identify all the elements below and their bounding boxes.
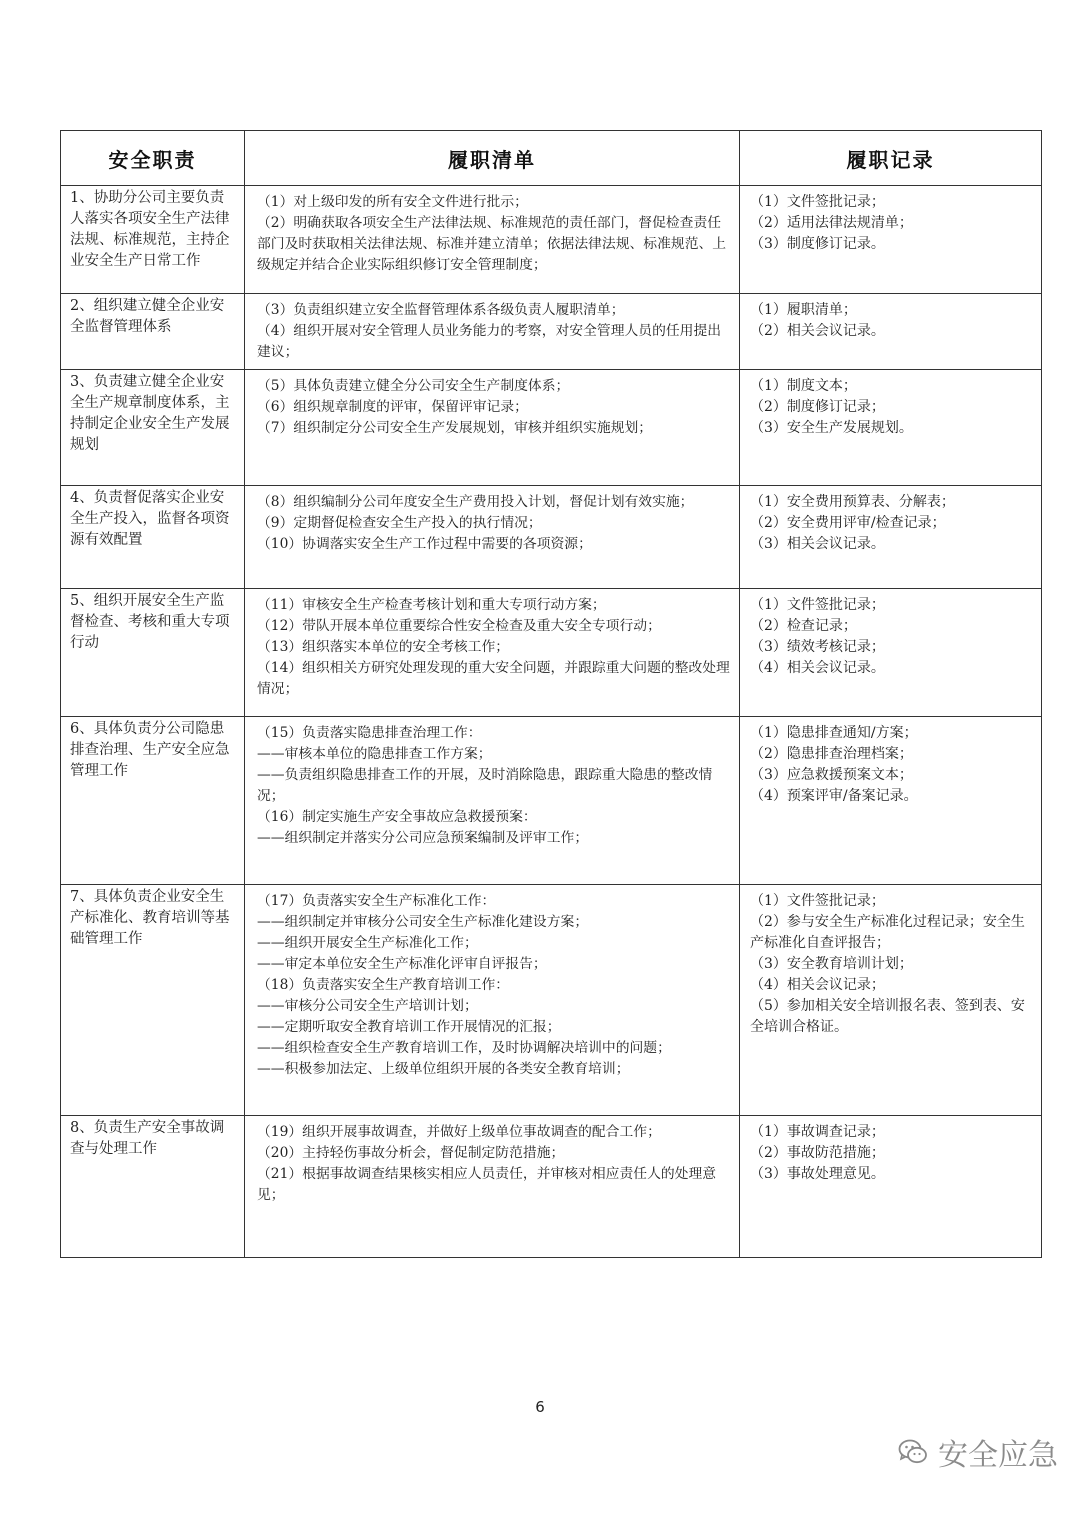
duty-text: 5、组织开展安全生产监督检查、考核和重大专项行动 [70,593,230,651]
record-item: （4）预案评审/备案记录。 [750,788,918,804]
record-item: （2）相关会议记录。 [750,323,885,339]
record-item: （3）绩效考核记录； [750,639,885,655]
list-cell [245,885,740,1116]
list-item: （16）制定实施生产安全事故应急救援预案： [257,809,537,825]
list-item: ——组织制定并审核分公司安全生产标准化建设方案； [257,914,589,930]
duty-text: 1、协助分公司主要负责人落实各项安全生产法律法规、标准规范，主持企业安全生产日常工作 [70,190,230,269]
table-row [61,885,1042,1116]
header-duty: 安全职责 [61,131,245,186]
list-item: （8）组织编制分公司年度安全生产费用投入计划，督促计划有效实施； [257,494,694,510]
list-item: （12）带队开展本单位重要综合性安全检查及重大安全专项行动； [257,618,661,634]
list-item: （13）组织落实本单位的安全考核工作； [257,639,510,655]
table-row [61,370,1042,486]
duty-cell [61,717,245,885]
list-item: （15）负责落实隐患排查治理工作： [257,725,482,741]
list-item: ——定期听取安全教育培训工作开展情况的汇报； [257,1019,561,1035]
record-item: （2）参与安全生产标准化过程记录；安全生产标准化自查评报告； [750,914,1025,951]
list-cell [245,294,740,370]
records-cell [740,486,1042,589]
records-cell [740,1116,1042,1258]
record-item: （2）适用法律法规清单； [750,215,913,231]
duty-cell [61,885,245,1116]
record-item: （3）应急救援预案文本； [750,767,913,783]
duty-cell [61,589,245,717]
table-row [61,1116,1042,1258]
record-item: （1）文件签批记录； [750,194,885,210]
duty-text: 6、具体负责分公司隐患排查治理、生产安全应急管理工作 [70,721,230,779]
records-cell [740,885,1042,1116]
list-item: ——积极参加法定、上级单位组织开展的各类安全教育培训； [257,1061,630,1077]
record-item: （5）参加相关安全培训报名表、签到表、安全培训合格证。 [750,998,1025,1035]
list-cell [245,1116,740,1258]
list-item: （5）具体负责建立健全分公司安全生产制度体系； [257,378,570,394]
duty-text: 2、组织建立健全企业安全监督管理体系 [70,298,225,335]
list-item: ——审定本单位安全生产标准化评审自评报告； [257,956,547,972]
duty-cell [61,370,245,486]
records-cell [740,589,1042,717]
list-item: （10）协调落实安全生产工作过程中需要的各项资源； [257,536,592,552]
list-item: （9）定期督促检查安全生产投入的执行情况； [257,515,542,531]
record-item: （1）文件签批记录； [750,893,885,909]
list-cell [245,589,740,717]
record-item: （2）检查记录； [750,618,857,634]
record-item: （1）履职清单； [750,302,857,318]
records-cell [740,370,1042,486]
record-item: （2）隐患排查治理档案； [750,746,913,762]
list-cell [245,486,740,589]
record-item: （4）相关会议记录； [750,977,885,993]
list-item: （6）组织规章制度的评审，保留评审记录； [257,399,528,415]
list-item: ——审核分公司安全生产培训计划； [257,998,478,1014]
list-item: （4）组织开展对安全管理人员业务能力的考察，对安全管理人员的任用提出建议； [257,323,722,360]
records-cell [740,186,1042,294]
duty-table [60,130,1042,1258]
list-item: （11）审核安全生产检查考核计划和重大专项行动方案； [257,597,606,613]
list-item: ——组织检查安全生产教育培训工作，及时协调解决培训中的问题； [257,1040,671,1056]
list-item: （21）根据事故调查结果核实相应人员责任，并审核对相应责任人的处理意见； [257,1166,717,1203]
record-item: （3）安全生产发展规划。 [750,420,913,436]
list-item: （19）组织开展事故调查，并做好上级单位事故调查的配合工作； [257,1124,661,1140]
record-item: （3）事故处理意见。 [750,1166,885,1182]
duty-text: 8、负责生产安全事故调查与处理工作 [70,1120,225,1157]
duty-cell [61,294,245,370]
duty-text: 4、负责督促落实企业安全生产投入，监督各项资源有效配置 [70,490,230,548]
record-item: （4）相关会议记录。 [750,660,885,676]
list-item: （17）负责落实安全生产标准化工作： [257,893,496,909]
list-item: （20）主持轻伤事故分析会，督促制定防范措施； [257,1145,565,1161]
list-cell [245,717,740,885]
list-item: ——组织开展安全生产标准化工作； [257,935,478,951]
watermark-text: 安全应急 [938,1438,1058,1473]
record-item: （3）相关会议记录。 [750,536,885,552]
duty-text: 3、负责建立健全企业安全生产规章制度体系，主持制定企业安全生产发展规划 [70,374,230,453]
list-item: （7）组织制定分公司安全生产发展规划，审核并组织实施规划； [257,420,653,436]
table-row [61,186,1042,294]
table-row [61,294,1042,370]
duty-cell [61,1116,245,1258]
list-cell [245,186,740,294]
list-item: （14）组织相关方研究处理发现的重大安全问题，并跟踪重大问题的整改处理情况； [257,660,730,697]
record-item: （2）安全费用评审/检查记录； [750,515,946,531]
list-item: ——负责组织隐患排查工作的开展，及时消除隐患，跟踪重大隐患的整改情况； [257,767,713,804]
duty-cell [61,186,245,294]
record-item: （1）文件签批记录； [750,597,885,613]
page-number: 6 [535,1398,545,1416]
header-list: 履职清单 [245,131,740,186]
header-records: 履职记录 [740,131,1042,186]
table-row [61,486,1042,589]
record-item: （1）事故调查记录； [750,1124,885,1140]
record-item: （2）事故防范措施； [750,1145,885,1161]
records-cell [740,717,1042,885]
list-item: ——审核本单位的隐患排查工作方案； [257,746,492,762]
duty-cell [61,486,245,589]
record-item: （3）制度修订记录。 [750,236,885,252]
records-cell [740,294,1042,370]
table-row [61,717,1042,885]
record-item: （3）安全教育培训计划； [750,956,913,972]
watermark [898,1430,1058,1474]
list-item: （18）负责落实安全生产教育培训工作： [257,977,510,993]
record-item: （1）制度文本； [750,378,857,394]
list-item: （1）对上级印发的所有安全文件进行批示； [257,194,528,210]
duty-text: 7、具体负责企业安全生产标准化、教育培训等基础管理工作 [70,889,230,947]
record-item: （1）安全费用预算表、分解表； [750,494,955,510]
list-cell [245,370,740,486]
table-row [61,589,1042,717]
wechat-icon [898,1438,928,1466]
list-item: ——组织制定并落实分公司应急预案编制及评审工作； [257,830,589,846]
record-item: （1）隐患排查通知/方案； [750,725,918,741]
list-item: （2）明确获取各项安全生产法律法规、标准规范的责任部门，督促检查责任部门及时获取相关法律法规、标准并建立清单；依据法律法规、标准规范、上级规定并结合企业实际组织修订安全管理制度； [257,215,727,273]
list-item: （3）负责组织建立安全监督管理体系各级负责人履职清单； [257,302,625,318]
record-item: （2）制度修订记录； [750,399,885,415]
table-header-row [61,131,1042,186]
